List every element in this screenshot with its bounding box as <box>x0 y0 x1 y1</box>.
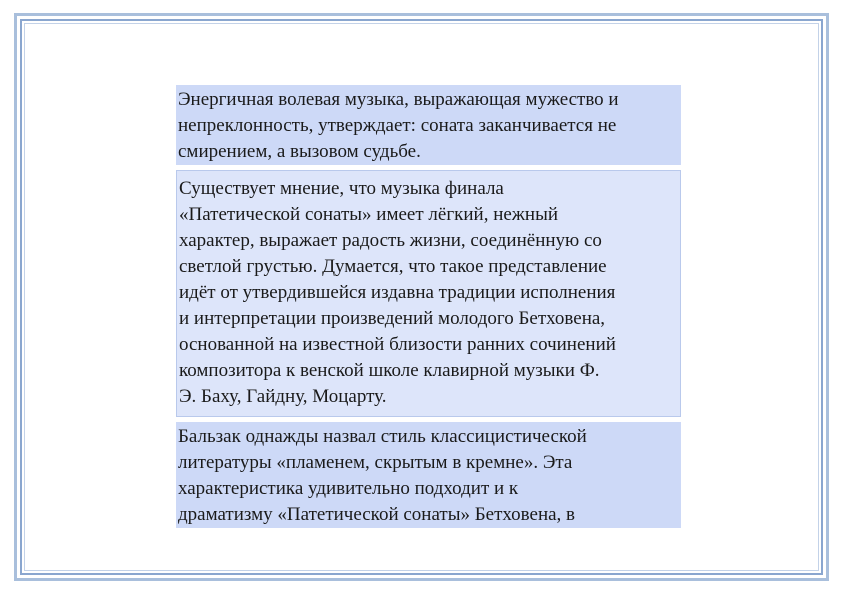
text-line: Энергичная волевая музыка, выражающая мужество и <box>178 89 619 110</box>
text-line: светлой грустью. Думается, что такое представление <box>179 256 607 277</box>
text-line: идёт от утвердившейся издавна традиции исполнения <box>179 282 616 303</box>
text-line: Э. Баху, Гайдну, Моцарту. <box>179 386 387 407</box>
text-line: композитора к венской школе клавирной музыки Ф. <box>179 360 600 381</box>
text-block-finale-opinion <box>176 170 681 417</box>
text-line: «Патетической сонаты» имеет лёгкий, нежный <box>179 204 559 225</box>
text-line: литературы «пламенем, скрытым в кремне». Эта <box>178 452 573 473</box>
text-line: драматизму «Патетической сонаты» Бетховена, в <box>178 504 576 525</box>
text-block-balzac-quote <box>176 422 681 528</box>
text-line: смирением, а вызовом судьбе. <box>178 141 421 162</box>
text-line: и интерпретации произведений молодого Бетховена, <box>179 308 606 329</box>
text-line: Существует мнение, что музыка финала <box>179 178 504 199</box>
text-line: характеристика удивительно подходит и к <box>178 478 519 499</box>
text-line: Бальзак однажды назвал стиль классицистической <box>178 426 587 447</box>
text-line: характер, выражает радость жизни, соединённую со <box>179 230 602 251</box>
text-line: основанной на известной близости ранних сочинений <box>179 334 616 355</box>
text-line: непреклонность, утверждает: соната заканчивается не <box>178 115 617 136</box>
text-block-finale-energy <box>176 85 681 165</box>
